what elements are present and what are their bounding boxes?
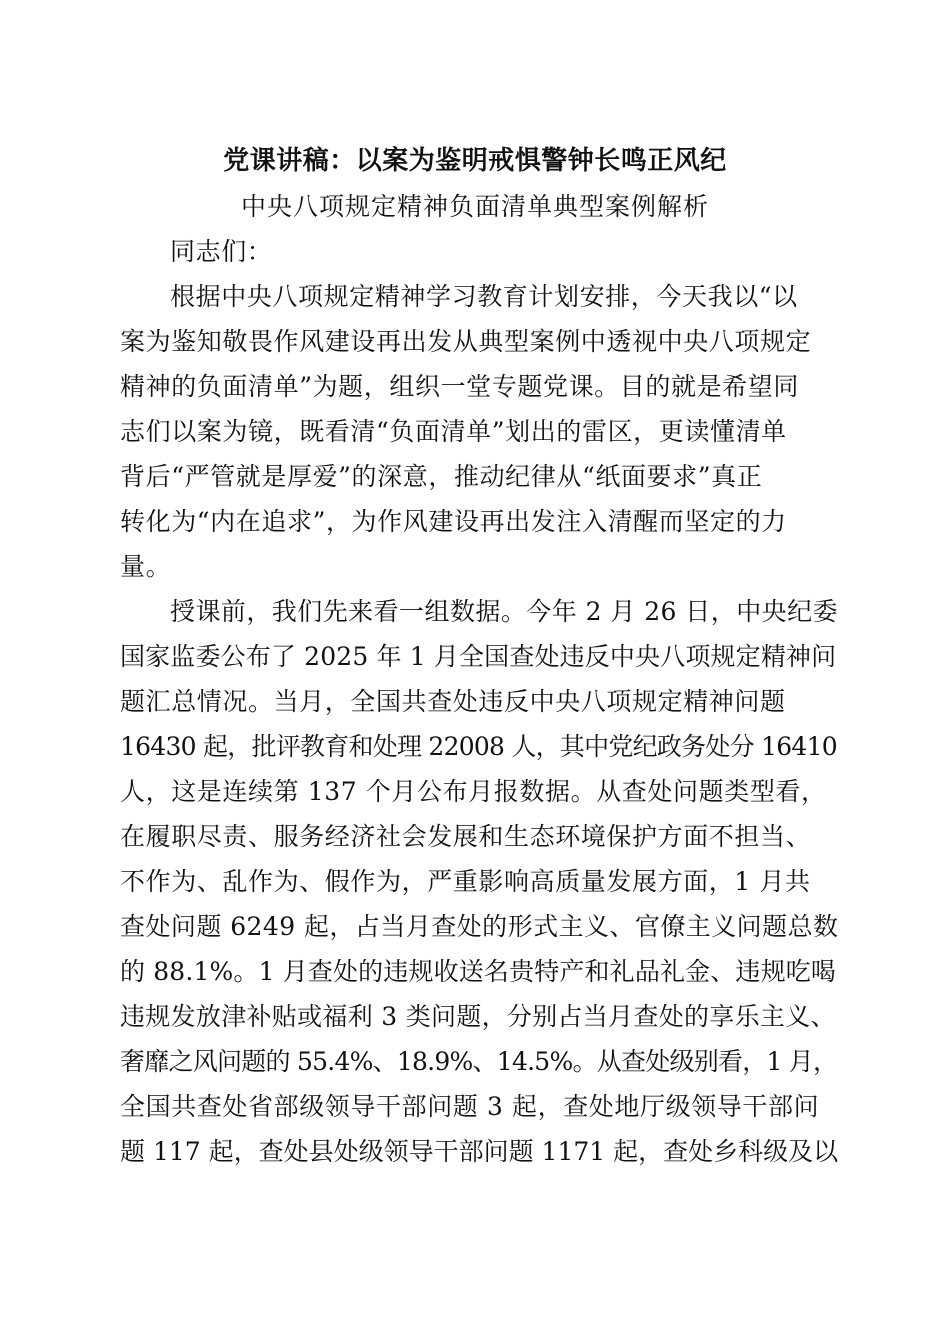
paragraph-line: 题 117 起，查处县处级领导干部问题 1171 起，查处乡科级及以 [120,1137,839,1166]
paragraph-line: 背后“严管就是厚爱”的深意，推动纪律从“纸面要求”真正 [120,462,763,491]
paragraph-line: 查处问题 6249 起，占当月查处的形式主义、官僚主义问题总数 [120,912,839,941]
paragraph-line: 量。 [120,552,172,581]
paragraph-line: 16430 起，批评教育和处理 22008 人，其中党纪政务处分 16410 [120,732,837,761]
paragraph-line: 在履职尽责、服务经济社会发展和生态环境保护方面不担当、 [120,822,812,851]
paragraph-line: 全国共查处省部级领导干部问题 3 起，查处地厅级领导干部问 [120,1092,820,1121]
paragraph-line: 违规发放津补贴或福利 3 类问题，分别占当月查处的享乐主义、 [120,1002,836,1031]
document-subtitle: 中央八项规定精神负面清单典型案例解析 [240,192,709,221]
paragraph-line: 转化为“内在追求”，为作风建设再出发注入清醒而坚定的力 [120,507,787,536]
paragraph-line: 志们以案为镜，既看清“负面清单”划出的雷区，更读懂清单 [120,417,787,446]
paragraph-line: 国家监委公布了 2025 年 1 月全国查处违反中央八项规定精神问 [120,642,837,671]
document-title: 党课讲稿：以案为鉴明戒惧警钟长鸣正风纪 [223,146,727,176]
paragraph-line: 授课前，我们先来看一组数据。今年 2 月 26 日，中央纪委 [170,597,839,626]
paragraph-line: 奢靡之风问题的 55.4%、18.9%、14.5%。从查处级别看，1 月， [120,1047,838,1076]
paragraph-line: 不作为、乱作为、假作为，严重影响高质量发展方面，1 月共 [120,867,811,896]
paragraph-line: 的 88.1%。1 月查处的违规收送名贵特产和礼品礼金、违规吃喝 [120,957,837,986]
salutation: 同志们： [170,237,273,266]
paragraph-line: 题汇总情况。当月，全国共查处违反中央八项规定精神问题 [120,687,786,716]
paragraph-line: 精神的负面清单”为题，组织一堂专题党课。目的就是希望同 [120,372,799,401]
paragraph-line: 案为鉴知敬畏作风建设再出发从典型案例中透视中央八项规定 [120,327,812,356]
paragraph-line: 根据中央八项规定精神学习教育计划安排，今天我以“以 [170,282,798,311]
paragraph-line: 人，这是连续第 137 个月公布月报数据。从查处问题类型看， [120,777,827,806]
